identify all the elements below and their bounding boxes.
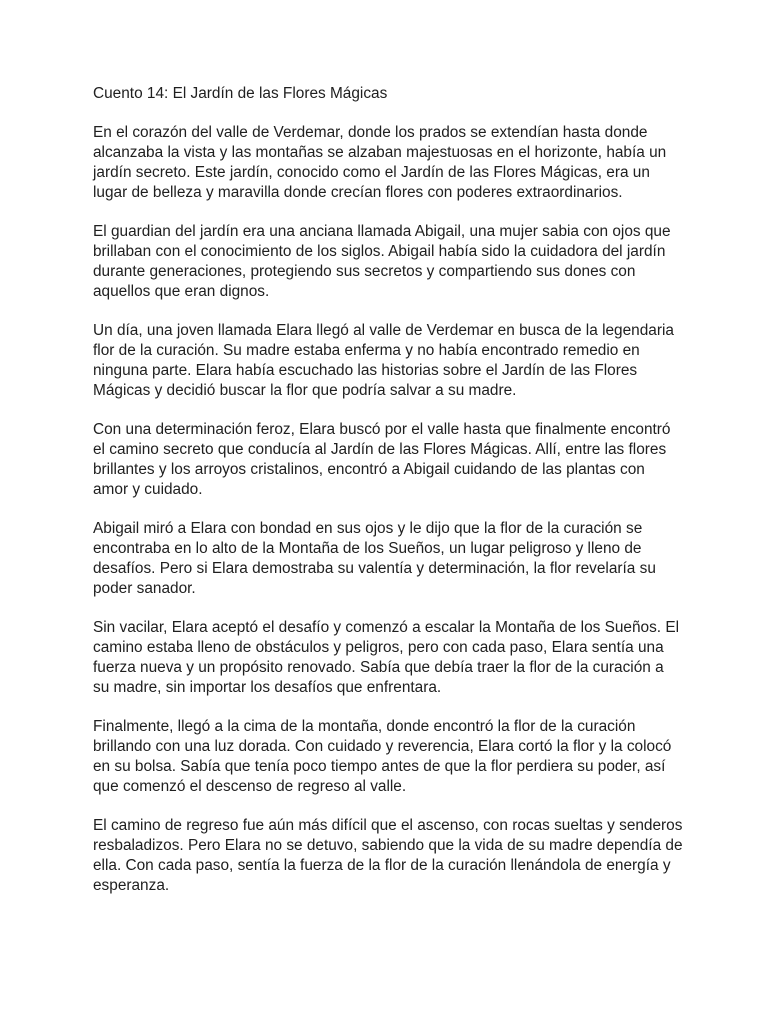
paragraph-4: Con una determinación feroz, Elara buscó por el valle hasta que finalmente encontró el camino secreto que conducía al Jardín de las Flores Mágicas. Allí, entre las flores brillantes y los arroyos cristalinos, encontró a Abigail cuidando de las plantas con amor y cuidado. [93, 421, 671, 498]
paragraph-2: El guardian del jardín era una anciana llamada Abigail, una mujer sabia con ojos que brillaban con el conocimiento de los siglos. Abigail había sido la cuidadora del jardín durante generaciones, protegiendo sus secretos y compartiendo sus dones con aquellos que eran dignos. [93, 223, 671, 300]
paragraph-1: En el corazón del valle de Verdemar, donde los prados se extendían hasta donde alcanzaba la vista y las montañas se alzaban majestuosas en el horizonte, había un jardín secreto. Este jardín, conocido como el Jardín de las Flores Mágicas, era un lugar de belleza y maravilla donde crecían flores con poderes extraordinarios. [93, 124, 667, 201]
paragraph-8: El camino de regreso fue aún más difícil que el ascenso, con rocas sueltas y senderos resbaladizos. Pero Elara no se detuvo, sabiendo que la vida de su madre dependía de ella. Con cada paso, sentía la fuerza de la flor de la curación llenándola de energía y esperanza. [93, 817, 683, 894]
paragraph-5: Abigail miró a Elara con bondad en sus ojos y le dijo que la flor de la curación se encontraba en lo alto de la Montaña de los Sueños, un lugar peligroso y lleno de desafíos. Pero si Elara demostraba su valentía y determinación, la flor revelaría su poder sanador. [93, 520, 656, 597]
story-title: Cuento 14: El Jardín de las Flores Mágicas [93, 85, 388, 102]
paragraph-3: Un día, una joven llamada Elara llegó al valle de Verdemar en busca de la legendaria flor de la curación. Su madre estaba enferma y no había encontrado remedio en ninguna parte. Elara había escuchado las historias sobre el Jardín de las Flores Mágicas y decidió buscar la flor que podría salvar a su madre. [93, 322, 674, 399]
paragraph-7: Finalmente, llegó a la cima de la montaña, donde encontró la flor de la curación brillando con una luz dorada. Con cuidado y reverencia, Elara cortó la flor y la colocó en su bolsa. Sabía que tenía poco tiempo antes de que la flor perdiera su poder, así que comenzó el descenso de regreso al valle. [93, 718, 672, 795]
document-page [93, 84, 683, 915]
paragraph-6: Sin vacilar, Elara aceptó el desafío y comenzó a escalar la Montaña de los Sueños. El camino estaba lleno de obstáculos y peligros, pero con cada paso, Elara sentía una fuerza nueva y un propósito renovado. Sabía que debía traer la flor de la curación a su madre, sin importar los desafíos que enfrentara. [93, 619, 680, 696]
